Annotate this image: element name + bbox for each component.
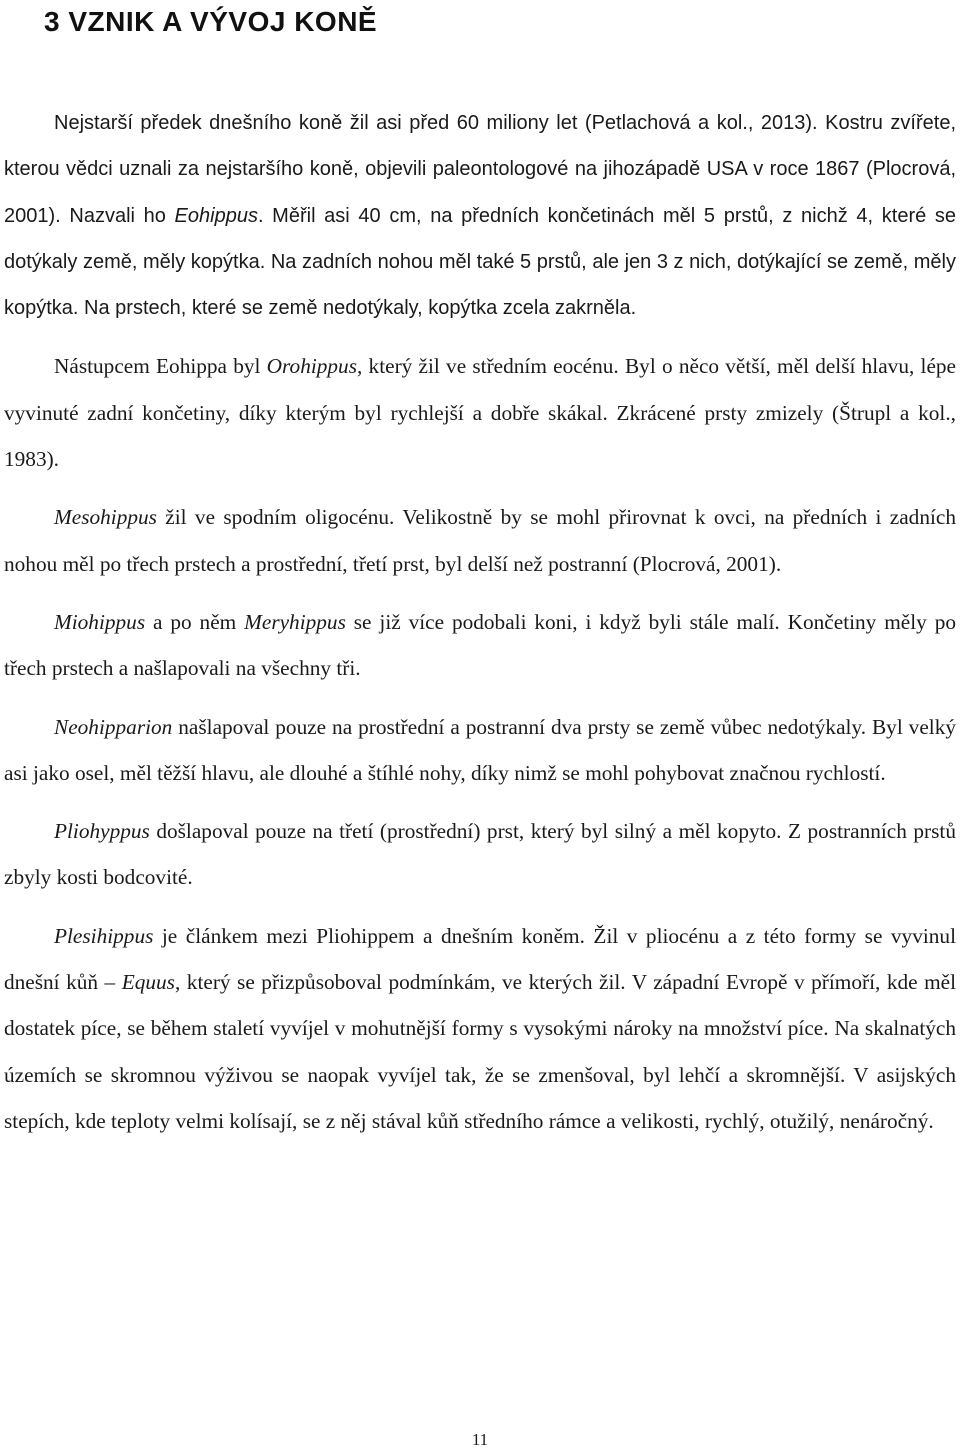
genus-name: Pliohyppus — [54, 819, 150, 844]
paragraph-miohippus — [4, 599, 956, 692]
text-run: Nejstarší předek dnešního koně žil asi před 60 miliony let (Petlachová a kol., 2013). Kostru zvířete, kterou vědci uznali za nejstaršího koně, objevili paleontologové na jihozápadě USA v roce 1867 (Plocrová, 2001). Nazvali ho — [4, 112, 956, 227]
chapter-body — [4, 100, 956, 1144]
genus-name: Eohippus — [174, 204, 258, 227]
genus-name: Neohipparion — [54, 714, 173, 739]
paragraph-neohipparion — [4, 704, 956, 797]
paragraph-plesihippus — [4, 913, 956, 1144]
paragraph-orohippus — [4, 343, 956, 482]
paragraph-pliohyppus — [4, 808, 956, 901]
text-run: , který se přizpůsoboval podmínkám, ve kterých žil. V západní Evropě v přímoří, kde měl dostatek píce, se během staletí vyvíjel v mohutnější formy s vysokými nároky na množství píce. Na skalnatých územích se skromnou výživou se naopak vyvíjel tak, že se zmenšoval, byl lehčí a skromnější. V asijských stepích, kde teploty velmi kolísají, se z něj stával kůň středního rámce a velikosti, rychlý, otužilý, nenáročný. — [4, 970, 957, 1133]
text-run: . Měřil asi 40 cm, na předních končetinách měl 5 prstů, z nichž 4, které se dotýkaly země, měly kopýtka. Na zadních nohou měl také 5 prstů, ale jen 3 z nich, dotýkající se země, měly kopýtka. Na prstech, které se země nedotýkaly, kopýtka zcela zakrněla. — [4, 204, 957, 320]
text-run: došlapoval pouze na třetí (prostřední) prst, který byl silný a měl kopyto. Z postranních prstů zbyly kosti bodcovité. — [4, 819, 956, 890]
genus-name: Mesohippus — [54, 505, 157, 530]
genus-name: Plesihippus — [54, 923, 154, 948]
genus-name: Orohippus — [266, 354, 357, 379]
text-run: žil ve spodním oligocénu. Velikostně by se mohl přirovnat k ovci, na předních i zadních nohou měl po třech prstech a prostřední, třetí prst, byl delší než postranní (Plocrová, 2001). — [4, 505, 956, 576]
chapter-heading: 3 VZNIK A VÝVOJ KONĚ — [44, 6, 378, 37]
genus-name: Miohippus — [54, 609, 146, 634]
genus-name: Equus — [121, 970, 175, 995]
text-run: a po něm — [145, 609, 245, 634]
text-run: se již více podobali koni, i když byli stále malí. Končetiny měly po třech prstech a našlapovali na všechny tři. — [4, 609, 956, 681]
genus-name: Meryhippus — [244, 609, 346, 634]
paragraph-mesohippus — [4, 494, 956, 587]
text-run: je článkem mezi Pliohippem a dnešním koněm. Žil v pliocénu a z této formy se vyvinul dnešní kůň – — [4, 923, 956, 995]
page-number: 11 — [471, 1430, 489, 1449]
text-run: našlapoval pouze na prostřední a postranní dva prsty se země vůbec nedotýkaly. Byl velký asi jako osel, měl těžší hlavu, ale dlouhé a štíhlé nohy, díky nimž se mohl pohybovat značnou rychlostí. — [4, 714, 956, 785]
text-run: Nástupcem Eohippa byl — [54, 354, 267, 379]
text-run: , který žil ve středním eocénu. Byl o něco větší, měl delší hlavu, lépe vyvinuté zadní končetiny, díky kterým byl rychlejší a dobře skákal. Zkrácené prsty zmizely (Štrupl a kol., 1983). — [4, 354, 956, 472]
paragraph-eohippus — [4, 100, 956, 331]
